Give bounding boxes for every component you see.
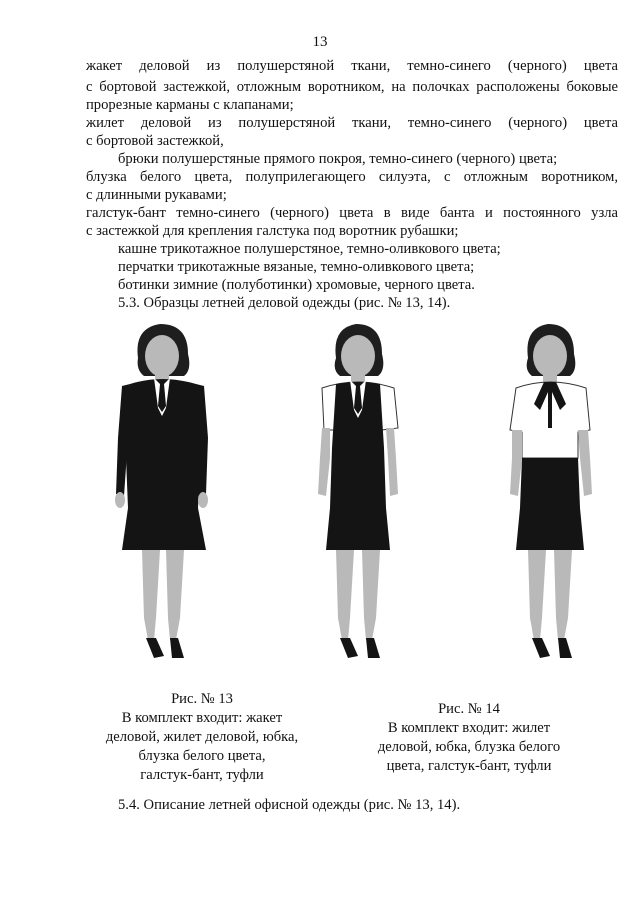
text-line: кашне трикотажное полушерстяное, темно-оливкового цвета; [118,241,501,257]
text-line: галстук-бант темно-синего (черного) цвета в виде банта и постоянного узла [86,205,618,221]
text-line: брюки полушерстяные прямого покроя, темно-синего (черного) цвета; [118,151,558,167]
caption-line: В комплект входит: жакет [121,710,283,726]
caption-line: деловой, юбка, блузка белого [377,739,561,755]
caption-line: блузка белого цвета, [138,748,266,764]
text-line: прорезные карманы с клапанами; [86,97,294,113]
text-line: жакет деловой из полушерстяной ткани, темно-синего (черного) цвета [86,58,618,74]
figure-woman-blouse [494,318,604,678]
figure-woman-jacket [108,318,218,678]
caption-line: деловой, жилет деловой, юбка, [105,729,299,745]
caption-line: В комплект входит: жилет [387,720,551,736]
caption-title: Рис. № 13 [171,691,233,707]
caption-title: Рис. № 14 [438,701,500,717]
caption-line: цвета, галстук-бант, туфли [386,758,552,774]
text-line: с бортовой застежкой, [86,133,224,149]
text-line: жилет деловой из полушерстяной ткани, темно-синего (черного) цвета [86,115,618,131]
section-heading-5-3: 5.3. Образцы летней деловой одежды (рис. № 13, 14). [118,295,451,311]
section-heading-5-4: 5.4. Описание летней офисной одежды (рис. № 13, 14). [118,797,461,813]
text-line: перчатки трикотажные вязаные, темно-оливкового цвета; [118,259,475,275]
text-line: ботинки зимние (полуботинки) хромовые, черного цвета. [118,277,475,293]
figure-woman-vest [300,318,410,678]
text-line: с бортовой застежкой, отложным воротником, на полочках расположены боковые [86,79,618,95]
text-line: с длинными рукавами; [86,187,227,203]
text-line: с застежкой для крепления галстука под воротник рубашки; [86,223,459,239]
page-number: 13 [312,34,328,50]
text-line: блузка белого цвета, полуприлегающего силуэта, с отложным воротником, [86,169,618,185]
caption-line: галстук-бант, туфли [140,767,264,783]
